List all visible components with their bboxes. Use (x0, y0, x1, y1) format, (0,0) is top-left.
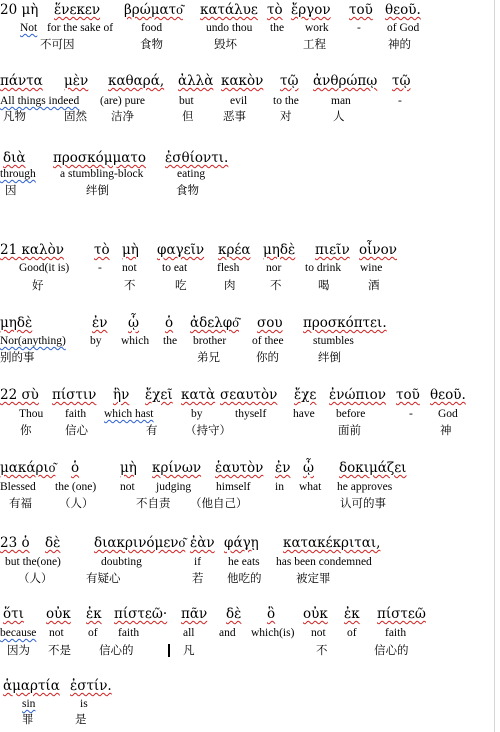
greek-word: διακρινόμενο͂ (94, 535, 186, 551)
greek-word: διὰ (3, 150, 26, 166)
chinese-gloss: 神 (440, 423, 452, 437)
chinese-gloss: 信心的 (374, 643, 409, 657)
greek-word: ἀδελφό͂ (190, 315, 239, 331)
greek-word: κατακέκριται, (283, 535, 381, 551)
chinese-gloss: 被定罪 (296, 571, 331, 585)
english-gloss: of thee (252, 335, 284, 347)
english-gloss: man (331, 95, 351, 107)
greek-word: πιεῖν (315, 242, 350, 258)
chinese-gloss: 不可因 (40, 37, 75, 51)
english-gloss: Nor(anything) (0, 335, 66, 347)
greek-word: ἀλλὰ (178, 73, 214, 89)
chinese-gloss: 肉 (224, 278, 236, 292)
chinese-gloss: （人） (59, 496, 94, 510)
greek-word: φάγῃ (224, 535, 259, 551)
english-gloss: - (409, 408, 413, 420)
chinese-gloss: 绊倒 (86, 183, 109, 197)
english-gloss: himself (216, 481, 251, 493)
greek-word: οἶνον (359, 242, 397, 258)
greek-word: σου (257, 315, 283, 331)
greek-word: 21 καλὸν (0, 242, 64, 258)
greek-word: ὁ (71, 460, 80, 476)
chinese-gloss: 凡 (183, 643, 195, 657)
chinese-gloss: 对 (280, 109, 292, 123)
greek-word: προσκόμματο (53, 150, 146, 166)
chinese-gloss: （人） (18, 571, 53, 585)
greek-word: μηδὲ (263, 242, 296, 258)
chinese-gloss: 食物 (176, 183, 199, 197)
english-gloss: because (0, 627, 37, 639)
greek-word: τοῦ (349, 2, 373, 18)
english-gloss: but (179, 95, 194, 107)
greek-word: ᾧ (128, 315, 140, 331)
english-gloss: thyself (235, 408, 267, 420)
chinese-gloss: 固然 (64, 109, 87, 123)
english-gloss: work (305, 22, 329, 34)
english-gloss: of (88, 627, 98, 639)
english-gloss: flesh (217, 262, 240, 274)
english-gloss: is (80, 698, 88, 710)
greek-word: ἔργον (291, 2, 331, 18)
english-gloss: - (98, 262, 102, 274)
chinese-gloss: 他吃的 (227, 571, 262, 585)
greek-word: ἐκ (344, 606, 360, 622)
chinese-gloss: 绊倒 (318, 350, 341, 364)
chinese-gloss: 食物 (140, 37, 163, 51)
greek-word: ἐσθίοντι. (165, 150, 229, 166)
greek-word: ἐνώπιον (329, 387, 386, 403)
english-gloss: of (347, 627, 357, 639)
english-gloss: eating (177, 168, 206, 180)
chinese-gloss: 若 (192, 571, 204, 585)
greek-word: δὲ (45, 535, 61, 551)
page-edge-divider (494, 0, 495, 732)
greek-word: προσκόπτει. (303, 315, 387, 331)
english-gloss: Good(it is) (19, 262, 70, 274)
greek-word: ἣν (113, 387, 130, 403)
chinese-gloss: 毁坏 (214, 37, 237, 51)
greek-word: ἔχε (294, 387, 317, 403)
chinese-gloss: 恶事 (223, 109, 246, 123)
english-gloss: not (122, 262, 137, 274)
chinese-gloss: 因 (5, 183, 17, 197)
english-gloss: the (270, 22, 285, 34)
greek-word: ἐν (275, 460, 291, 476)
chinese-gloss: 不 (124, 278, 136, 292)
english-gloss: faith (385, 627, 407, 639)
greek-word: πίστιν (52, 387, 97, 403)
chinese-gloss: 是 (75, 712, 87, 726)
english-gloss: if (194, 556, 202, 568)
english-gloss: judging (156, 481, 192, 493)
chinese-gloss: 不 (270, 278, 282, 292)
english-gloss: which hast (104, 408, 154, 420)
greek-word: φαγεῖν (157, 242, 205, 258)
english-gloss: God (438, 408, 458, 420)
chinese-gloss: 洁净 (111, 109, 134, 123)
greek-word: μὲν (64, 73, 89, 89)
greek-word: τὸ (94, 242, 110, 258)
english-gloss: undo thou (206, 22, 253, 34)
greek-word: πάντα (0, 73, 43, 89)
english-gloss: the (one) (55, 481, 97, 493)
english-gloss: has been condemned (276, 556, 372, 568)
english-gloss: to eat (162, 262, 188, 274)
greek-word: οὐκ (303, 606, 328, 622)
english-gloss: not (49, 627, 64, 639)
english-gloss: Not (20, 22, 38, 34)
english-gloss: wine (360, 262, 383, 274)
greek-word: τὸ (267, 2, 283, 18)
greek-word: κατάλυε (200, 2, 258, 18)
english-gloss: which (121, 335, 150, 347)
chinese-gloss: 不 (316, 643, 328, 657)
chinese-gloss: 好 (32, 278, 44, 292)
greek-word: μακάριο͂ (0, 460, 56, 476)
chinese-gloss: 面前 (338, 423, 361, 437)
text-cursor (168, 644, 170, 657)
chinese-gloss: 神的 (388, 37, 411, 51)
english-gloss: (are) pure (100, 95, 146, 107)
english-gloss: stumbles (313, 335, 354, 347)
english-gloss: food (141, 22, 163, 34)
greek-word: κατὰ (181, 387, 216, 403)
english-gloss: All things indeed (0, 95, 80, 107)
greek-word: θεοῦ. (385, 2, 421, 18)
greek-word: ἀνθρώπῳ (313, 73, 378, 89)
greek-word: σεαυτὸν (220, 387, 278, 403)
chinese-gloss: 因为 (7, 643, 30, 657)
chinese-gloss: 人 (333, 109, 345, 123)
english-gloss: what (299, 481, 322, 493)
english-gloss: to drink (305, 262, 342, 274)
chinese-gloss: 工程 (303, 37, 326, 51)
english-gloss: of God (387, 22, 420, 34)
english-gloss: all (183, 627, 195, 639)
english-gloss: before (336, 408, 366, 420)
greek-word: καθαρά, (108, 73, 165, 89)
greek-word: τῷ (280, 73, 299, 89)
english-gloss: - (357, 22, 361, 34)
greek-word: δοκιμάζει (339, 460, 407, 476)
greek-word: ἐν (92, 315, 108, 331)
chinese-gloss: 不是 (48, 643, 71, 657)
greek-word: ὁ (165, 315, 174, 331)
english-gloss: brother (193, 335, 227, 347)
greek-word: βρώματο͂ (124, 2, 183, 18)
english-gloss: a stumbling-block (60, 168, 144, 180)
greek-word: τοῦ (396, 387, 420, 403)
english-gloss: through (0, 168, 36, 180)
greek-word: πίστεῶ· (114, 606, 168, 622)
greek-word: μηδὲ (0, 315, 33, 331)
chinese-gloss: （他自己） (190, 496, 248, 510)
chinese-gloss: 信心 (65, 423, 88, 437)
greek-word: μὴ (120, 460, 137, 476)
chinese-gloss: 有疑心 (86, 571, 121, 585)
greek-word: δὲ (226, 606, 242, 622)
english-gloss: - (398, 95, 402, 107)
english-gloss: faith (65, 408, 87, 420)
greek-word: θεοῦ. (430, 387, 466, 403)
english-gloss: by (90, 335, 102, 347)
english-gloss: which(is) (251, 627, 295, 639)
chinese-gloss: 罪 (22, 712, 34, 726)
greek-word: ἐστίν. (70, 678, 112, 694)
english-gloss: not (120, 481, 135, 493)
english-gloss: to the (273, 95, 299, 107)
english-gloss: faith (118, 627, 140, 639)
chinese-gloss: 但 (182, 109, 194, 123)
english-gloss: not (311, 627, 326, 639)
chinese-gloss: 你的 (256, 350, 279, 364)
english-gloss: evil (230, 95, 248, 107)
chinese-gloss: 认可的事 (340, 496, 386, 510)
greek-word: κακὸν (221, 73, 264, 89)
greek-word: κρίνων (152, 460, 202, 476)
greek-word: τῷ (392, 73, 411, 89)
greek-word: ἐκ (86, 606, 102, 622)
greek-word: 22 σὺ (0, 387, 39, 403)
chinese-gloss: （持守） (185, 423, 231, 437)
english-gloss: the (163, 335, 178, 347)
english-gloss: have (293, 408, 315, 420)
greek-word: ἔχεῖ (145, 387, 173, 403)
chinese-gloss: 有福 (9, 496, 32, 510)
greek-word: ὅτι (3, 606, 24, 622)
english-gloss: Blessed (0, 481, 36, 493)
english-gloss: doubting (101, 556, 142, 568)
greek-word: κρέα (218, 242, 251, 258)
chinese-gloss: 吃 (175, 278, 187, 292)
english-gloss: he approves (337, 481, 393, 493)
chinese-gloss: 酒 (368, 278, 380, 292)
greek-word: οὐκ (46, 606, 71, 622)
english-gloss: Thou (19, 408, 44, 420)
chinese-gloss: 不自责 (136, 496, 171, 510)
english-gloss: nor (266, 262, 282, 274)
english-gloss: for the sake of (47, 22, 114, 34)
greek-word: ἕνεκεν (54, 2, 101, 18)
english-gloss: by (191, 408, 203, 420)
greek-word: ἁμαρτία (3, 678, 60, 694)
chinese-gloss: 喝 (318, 278, 330, 292)
chinese-gloss: 你 (20, 423, 32, 437)
greek-word: 23 ὁ (0, 535, 30, 551)
chinese-gloss: 弟兄 (197, 350, 220, 364)
chinese-gloss: 凡物 (3, 109, 26, 123)
greek-word: πᾶν (181, 606, 208, 622)
greek-word: 20 μὴ (0, 2, 39, 18)
greek-word: ἑαυτὸν (215, 460, 264, 476)
greek-word: μὴ (122, 242, 139, 258)
greek-word: ὃ (267, 606, 276, 622)
greek-word: ἐὰν (190, 535, 215, 551)
english-gloss: and (219, 627, 236, 639)
greek-word: ᾧ (303, 460, 315, 476)
chinese-gloss: 有 (146, 423, 158, 437)
chinese-gloss: 别的事 (0, 350, 35, 364)
chinese-gloss: 信心的 (99, 643, 134, 657)
english-gloss: sin (22, 698, 36, 710)
greek-word: πίστεῶ (377, 606, 426, 622)
english-gloss: he eats (228, 556, 260, 568)
english-gloss: in (275, 481, 284, 493)
english-gloss: but the(one) (5, 556, 61, 568)
